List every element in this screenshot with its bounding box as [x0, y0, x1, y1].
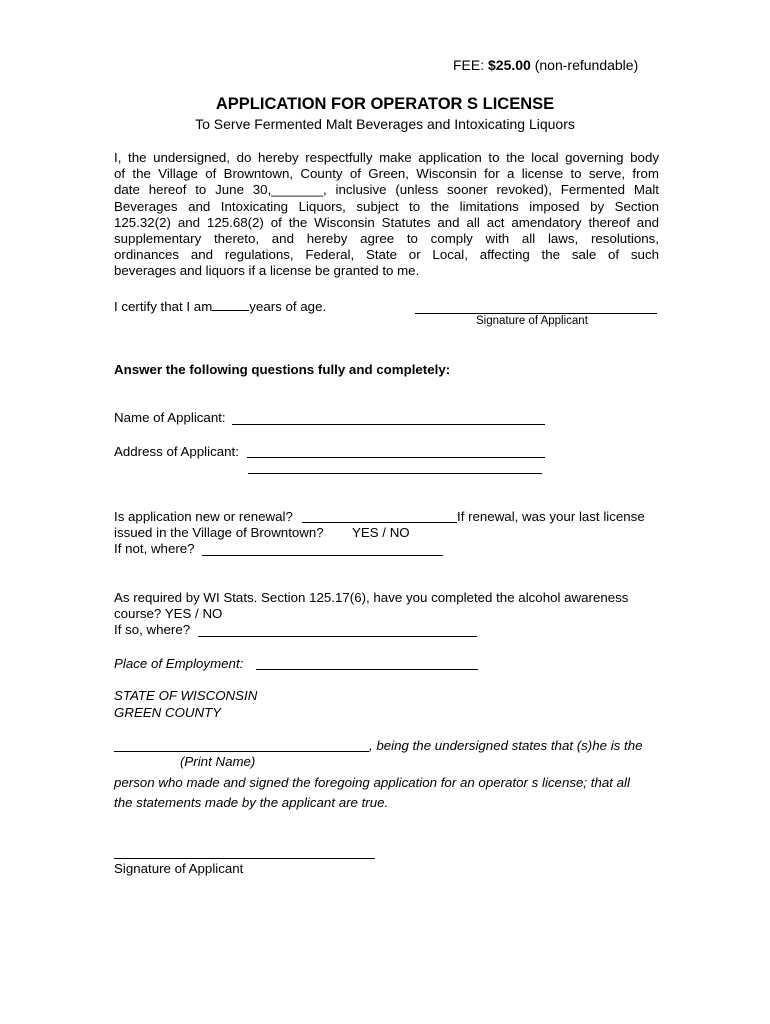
intro-line: 125.32(2) and 125.68(2) of the Wisconsin Statutes and all act amendatory thereof and — [114, 214, 659, 230]
fee-label: FEE: — [453, 57, 485, 73]
awareness-where-label: If so, where? — [114, 622, 191, 637]
name-field[interactable] — [232, 424, 545, 425]
address-field-1[interactable] — [247, 457, 545, 458]
renewal-browntown: issued in the Village of Browntown? — [114, 525, 324, 540]
name-label: Name of Applicant: — [114, 410, 226, 425]
applicant-signature-label: Signature of Applicant — [476, 315, 588, 327]
oath-text-3: the statements made by the applicant are true. — [114, 795, 389, 810]
fee-amount: $25.00 — [488, 57, 531, 73]
address-field-2[interactable] — [248, 473, 542, 474]
intro-line: Beverages and Intoxicating Liquors, subject to the limitations imposed by Section — [114, 198, 659, 214]
awareness-where-field[interactable] — [198, 636, 477, 637]
print-name-label: (Print Name) — [180, 754, 256, 769]
employment-label: Place of Employment: — [114, 656, 244, 671]
oath-text-1: , being the undersigned states that (s)he is the — [369, 738, 643, 753]
certify-before: I certify that I am — [114, 299, 213, 314]
intro-line: beverages and liquors if a license be granted to me. — [114, 263, 420, 279]
state-label: STATE OF WISCONSIN — [114, 688, 258, 703]
intro-line: supplementary thereto, and hereby agree to comply with all laws, resolutions, — [114, 231, 659, 247]
renewal-yes-no: YES / NO — [352, 525, 410, 540]
renewal-field[interactable] — [302, 522, 457, 523]
address-label: Address of Applicant: — [114, 444, 239, 459]
certify-age-row — [114, 299, 326, 314]
employment-field[interactable] — [256, 669, 478, 670]
renewal-where-label: If not, where? — [114, 541, 195, 556]
intro-line: ordinances and regulations, Federal, State or Local, affecting the sale of such — [114, 247, 659, 263]
questions-heading: Answer the following questions fully and completely: — [114, 362, 451, 377]
fee-line — [453, 57, 638, 73]
county-label: GREEN COUNTY — [114, 705, 222, 720]
applicant-signature-line[interactable] — [415, 313, 657, 314]
renewal-question: Is application new or renewal? — [114, 509, 293, 524]
awareness-question: As required by WI Stats. Section 125.17(6), have you completed the alcohol awareness — [114, 590, 629, 605]
fee-note: (non-refundable) — [534, 57, 639, 73]
print-name-field[interactable] — [114, 751, 369, 752]
awareness-yes-no: course? YES / NO — [114, 606, 223, 621]
intro-line: date hereof to June 30,_______, inclusive (unless sooner revoked), Fermented Malt — [114, 182, 659, 198]
oath-text-2: person who made and signed the foregoing application for an operator s license; that all — [114, 775, 630, 790]
final-signature-label: Signature of Applicant — [114, 861, 244, 876]
age-field[interactable] — [212, 299, 249, 311]
intro-line: of the Village of Browntown, County of Green, Wisconsin for a license to serve, from — [114, 166, 659, 182]
page-title: APPLICATION FOR OPERATOR S LICENSE — [215, 95, 555, 113]
intro-paragraph — [114, 150, 659, 280]
page-subtitle: To Serve Fermented Malt Beverages and Intoxicating Liquors — [195, 116, 575, 132]
certify-after: years of age. — [249, 299, 327, 314]
final-signature-line[interactable] — [114, 858, 375, 859]
intro-line: I, the undersigned, do hereby respectfully make application to the local governing body — [114, 150, 659, 165]
renewal-where-field[interactable] — [202, 555, 443, 556]
renewal-last-license: If renewal, was your last license — [457, 509, 645, 524]
